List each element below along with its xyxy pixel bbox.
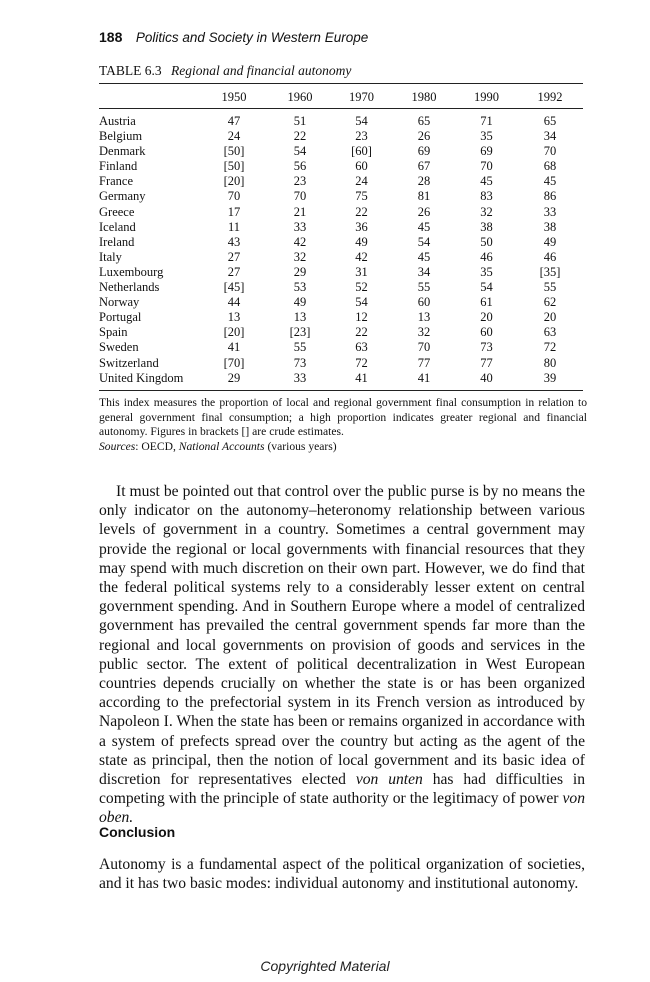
value-cell: 22	[293, 129, 307, 144]
value-cell: 36	[355, 219, 368, 234]
table-row	[99, 189, 583, 204]
value-cell: 55	[417, 280, 431, 295]
country-cell: United Kingdom	[99, 370, 184, 385]
header-year: 1990	[474, 89, 499, 104]
table-row	[99, 250, 583, 265]
value-cell: 54	[355, 114, 368, 128]
value-cell: 56	[293, 159, 307, 174]
country-cell: Netherlands	[99, 280, 160, 295]
country-cell: Ireland	[99, 234, 135, 249]
value-cell: 53	[293, 280, 307, 295]
value-cell: 77	[480, 355, 493, 370]
country-cell: Italy	[99, 249, 122, 264]
value-cell: 35	[480, 264, 493, 279]
value-cell: [45]	[223, 280, 245, 295]
table-row	[99, 265, 583, 280]
value-cell: [70]	[223, 355, 245, 370]
body-paragraph: Autonomy is a fundamental aspect of the political organization of societies, and it has two basic modes: individual autonomy and institutional autonomy.	[99, 856, 585, 893]
value-cell: 86	[543, 189, 557, 204]
table-header-row	[99, 86, 583, 108]
value-cell: 42	[355, 249, 368, 264]
country-cell: Denmark	[99, 144, 146, 159]
page-number: 188	[99, 29, 123, 45]
table-row	[99, 280, 583, 295]
value-cell: [35]	[539, 264, 561, 279]
value-cell: 50	[480, 234, 493, 249]
value-cell: 31	[355, 264, 368, 279]
country-cell: Norway	[99, 295, 140, 310]
value-cell: 45	[480, 174, 493, 189]
value-cell: 47	[227, 114, 241, 128]
value-cell: 65	[543, 114, 557, 128]
value-cell: 63	[355, 340, 368, 355]
value-cell: 20	[543, 310, 557, 325]
table-body	[99, 108, 583, 386]
value-cell: 32	[480, 204, 493, 219]
running-head-title: Politics and Society in Western Europe	[135, 30, 369, 45]
value-cell: 54	[293, 144, 307, 159]
value-cell: 70	[227, 189, 241, 204]
value-cell: 24	[227, 129, 241, 144]
value-cell: 22	[355, 204, 368, 219]
value-cell: 73	[480, 340, 493, 355]
value-cell: 41	[355, 370, 368, 385]
value-cell: 46	[480, 249, 493, 264]
table-row	[99, 371, 583, 386]
value-cell: [50]	[223, 159, 245, 174]
value-cell: 81	[417, 189, 431, 204]
value-cell: 23	[293, 174, 307, 189]
value-cell: 38	[543, 219, 557, 234]
value-cell: 67	[417, 159, 431, 174]
value-cell: 62	[543, 295, 557, 310]
value-cell: 49	[293, 295, 307, 310]
table-row	[99, 174, 583, 189]
value-cell: 26	[417, 204, 431, 219]
value-cell: 69	[480, 144, 493, 159]
table-row	[99, 356, 583, 371]
value-cell: 23	[355, 129, 368, 144]
value-cell: 12	[355, 310, 368, 325]
value-cell: 83	[480, 189, 493, 204]
value-cell: 54	[355, 295, 368, 310]
country-cell: Iceland	[99, 219, 136, 234]
value-cell: 41	[417, 370, 431, 385]
autonomy-table	[99, 86, 583, 386]
value-cell: 22	[355, 325, 368, 340]
value-cell: 41	[227, 340, 241, 355]
table-note	[99, 396, 587, 454]
value-cell: 43	[227, 234, 241, 249]
value-cell: 38	[480, 219, 493, 234]
value-cell: 26	[417, 129, 431, 144]
table-row	[99, 159, 583, 174]
table-bottom-rule	[99, 390, 583, 391]
table-row	[99, 129, 583, 144]
value-cell: 13	[417, 310, 431, 325]
value-cell: 51	[293, 114, 307, 128]
value-cell: 71	[480, 114, 493, 128]
value-cell: 45	[417, 219, 431, 234]
value-cell: 70	[480, 159, 493, 174]
country-cell: Belgium	[99, 129, 143, 144]
table-row	[99, 295, 583, 310]
body-text: has had difficulties in competing with the principle of state authority or the legitimacy of power	[99, 771, 586, 808]
table-row	[99, 144, 583, 159]
value-cell: 33	[293, 370, 307, 385]
value-cell: 77	[417, 355, 431, 370]
value-cell: 34	[543, 129, 557, 144]
value-cell: 29	[293, 264, 307, 279]
sources-label: Sources	[99, 439, 136, 453]
value-cell: 75	[355, 189, 368, 204]
value-cell: [23]	[289, 325, 311, 340]
value-cell: 40	[480, 370, 493, 385]
value-cell: 29	[227, 370, 241, 385]
country-cell: France	[99, 174, 134, 189]
header-country-blank	[99, 86, 199, 108]
value-cell: 39	[543, 370, 557, 385]
table-top-rule	[99, 83, 583, 84]
value-cell: 55	[543, 280, 557, 295]
body-italic-phrase: von unten	[355, 771, 423, 789]
table-row	[99, 205, 583, 220]
country-cell: Spain	[99, 325, 128, 340]
header-year: 1950	[221, 89, 247, 104]
copyright-footer: Copyrighted Material	[260, 958, 390, 974]
value-cell: 68	[543, 159, 557, 174]
table-row	[99, 325, 583, 340]
value-cell: 27	[227, 249, 241, 264]
value-cell: 35	[480, 129, 493, 144]
country-cell: Luxembourg	[99, 264, 164, 279]
header-year: 1980	[411, 89, 437, 104]
table-label: TABLE 6.3	[99, 63, 162, 78]
value-cell: 17	[227, 204, 241, 219]
value-cell: 33	[543, 204, 557, 219]
country-cell: Finland	[99, 159, 138, 174]
value-cell: 20	[480, 310, 493, 325]
value-cell: 46	[543, 249, 557, 264]
sources-title: National Accounts	[178, 439, 265, 453]
value-cell: 28	[417, 174, 431, 189]
running-head	[99, 29, 368, 47]
value-cell: 70	[293, 189, 307, 204]
table-row	[99, 220, 583, 235]
value-cell: 54	[480, 280, 493, 295]
header-year: 1992	[537, 89, 563, 104]
value-cell: 33	[293, 219, 307, 234]
value-cell: 60	[355, 159, 368, 174]
value-cell: 45	[543, 174, 557, 189]
value-cell: 13	[293, 310, 307, 325]
header-year: 1960	[287, 89, 313, 104]
value-cell: 27	[227, 264, 241, 279]
value-cell: [60]	[351, 144, 372, 159]
country-cell: Switzerland	[99, 355, 159, 370]
value-cell: 21	[293, 204, 307, 219]
value-cell: 13	[227, 310, 241, 325]
value-cell: 32	[417, 325, 431, 340]
value-cell: 11	[227, 219, 241, 234]
value-cell: 72	[355, 355, 368, 370]
table-row	[99, 235, 583, 250]
table-row	[99, 114, 583, 129]
value-cell: [50]	[223, 144, 245, 159]
value-cell: 70	[543, 144, 557, 159]
value-cell: 24	[355, 174, 368, 189]
value-cell: 73	[293, 355, 307, 370]
body-italic-phrase: von oben.	[99, 790, 585, 827]
table-note-text: This index measures the proportion of local and regional government final consumption in relation to general government final consumption; a high proportion indicates greater regional and financial autonomy. Figures in brackets [] are crude estimates.	[99, 396, 587, 439]
value-cell: 44	[227, 295, 241, 310]
body-text: It must be pointed out that control over the public purse is by no means the only indicator on the autonomy–heteronomy relationship between various levels of government in a country. Sometimes a central government may provide the regional or local governments with financial resources that they may spend with much discretion on their own part. However, we do find that the federal political systems rely to a considerably lesser extent on central government spending. And in Southern Europe where a model of centralized government has prevailed the central government spends far more than the regional and local governments on provision of goods and services in the public sector. The extent of political decentralization in West European countries depends crucially on whether the state is or has been organized according to the prefectorial system in its French version as introduced by Napoleon I. When the state has been or remains organized in accordance with a system of prefects spread over the country but acting as the agent of the state as principal, then the notion of local government and its basic idea of discretion for representatives elected	[99, 483, 585, 789]
value-cell: [20]	[223, 325, 245, 340]
value-cell: 63	[543, 325, 557, 340]
table-title: Regional and financial autonomy	[171, 63, 352, 78]
country-cell: Austria	[99, 114, 136, 128]
value-cell: 61	[480, 295, 493, 310]
value-cell: 80	[543, 355, 557, 370]
country-cell: Portugal	[99, 310, 142, 325]
value-cell: 65	[417, 114, 431, 128]
value-cell: 52	[355, 280, 368, 295]
table-row	[99, 340, 583, 355]
value-cell: [20]	[223, 174, 245, 189]
value-cell: 49	[543, 234, 557, 249]
table-caption	[99, 63, 351, 79]
country-cell: Sweden	[99, 340, 139, 355]
sources-prefix: : OECD,	[135, 439, 179, 453]
section-heading: Conclusion	[99, 824, 176, 840]
header-year: 1970	[349, 89, 374, 104]
country-cell: Greece	[99, 204, 135, 219]
value-cell: 54	[417, 234, 431, 249]
body-paragraph	[99, 482, 585, 828]
value-cell: 42	[293, 234, 307, 249]
value-cell: 49	[355, 234, 368, 249]
sources-suffix: (various years)	[264, 439, 337, 453]
value-cell: 72	[543, 340, 557, 355]
value-cell: 45	[417, 249, 431, 264]
value-cell: 60	[480, 325, 493, 340]
country-cell: Germany	[99, 189, 146, 204]
value-cell: 60	[417, 295, 431, 310]
value-cell: 55	[293, 340, 307, 355]
table-row	[99, 310, 583, 325]
value-cell: 69	[417, 144, 431, 159]
value-cell: 70	[417, 340, 431, 355]
value-cell: 34	[417, 264, 431, 279]
value-cell: 32	[293, 249, 307, 264]
